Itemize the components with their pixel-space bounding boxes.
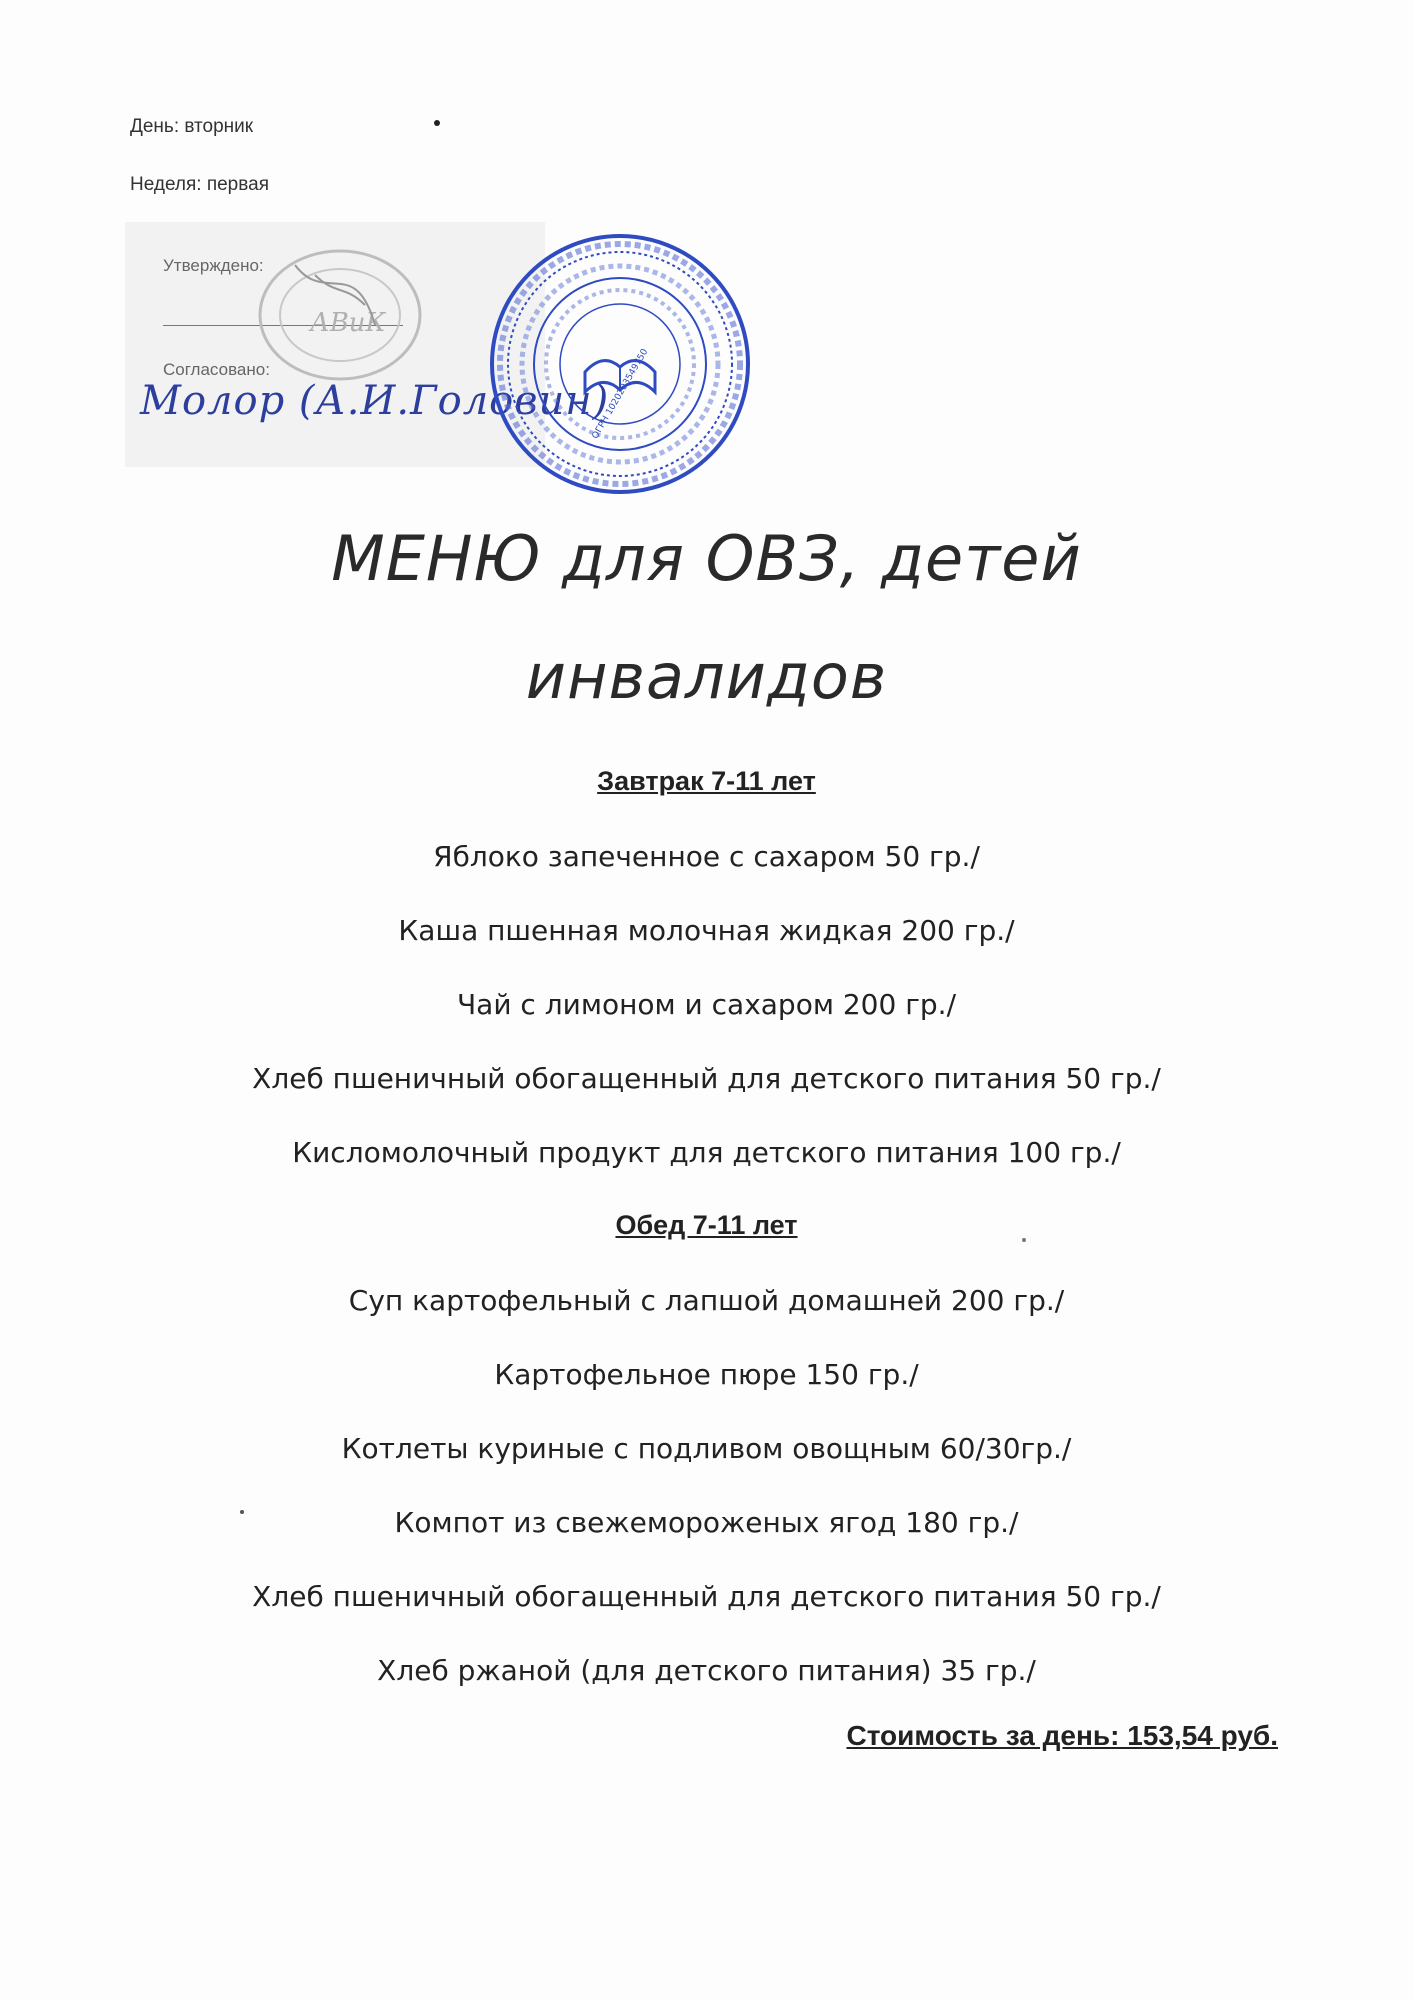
lunch-item: Суп картофельный с лапшой домашней 200 гр./ (348, 1284, 1065, 1317)
organization-seal (488, 232, 753, 497)
seal-ogrn: ОГРН 1020203549750 (590, 347, 651, 441)
breakfast-item: Хлеб пшеничный обогащенный для детского питания 50 гр./ (252, 1062, 1161, 1095)
daily-cost: Стоимость за день: 153,54 руб. (846, 1720, 1278, 1751)
lunch-item: Компот из свежемороженых ягод 180 гр./ (394, 1506, 1019, 1539)
lunch-item: Хлеб пшеничный обогащенный для детского питания 50 гр./ (252, 1580, 1161, 1613)
breakfast-item: Яблоко запеченное с сахаром 50 гр./ (433, 840, 980, 873)
lunch-heading: Обед 7-11 лет (615, 1210, 798, 1240)
lunch-item: Картофельное пюре 150 гр./ (494, 1358, 919, 1391)
breakfast-item: Кисломолочный продукт для детского питания 100 гр./ (292, 1136, 1121, 1169)
scan-speck (1022, 1238, 1026, 1242)
page-title-line-2: инвалидов (525, 640, 888, 713)
approved-label: Утверждено: (163, 256, 264, 275)
page-title-line-1: МЕНЮ для ОВЗ, детей (331, 522, 1082, 595)
lunch-item: Котлеты куриные с подливом овощным 60/30гр./ (341, 1432, 1072, 1465)
day-line: День: вторник (130, 116, 254, 137)
lunch-item: Хлеб ржаной (для детского питания) 35 гр./ (377, 1654, 1036, 1687)
breakfast-item: Каша пшенная молочная жидкая 200 гр./ (398, 914, 1015, 947)
week-line: Неделя: первая (130, 174, 269, 195)
faint-stamp (255, 245, 425, 385)
agreed-label: Согласовано: (163, 360, 270, 379)
breakfast-heading: Завтрак 7-11 лет (597, 766, 816, 796)
faint-stamp-text: АВиК (310, 308, 386, 338)
handwritten-signature: Молор (А.И.Головин) (140, 378, 610, 424)
scan-speck (240, 1510, 244, 1514)
stray-dot (434, 120, 440, 126)
breakfast-item: Чай с лимоном и сахаром 200 гр./ (456, 988, 957, 1021)
